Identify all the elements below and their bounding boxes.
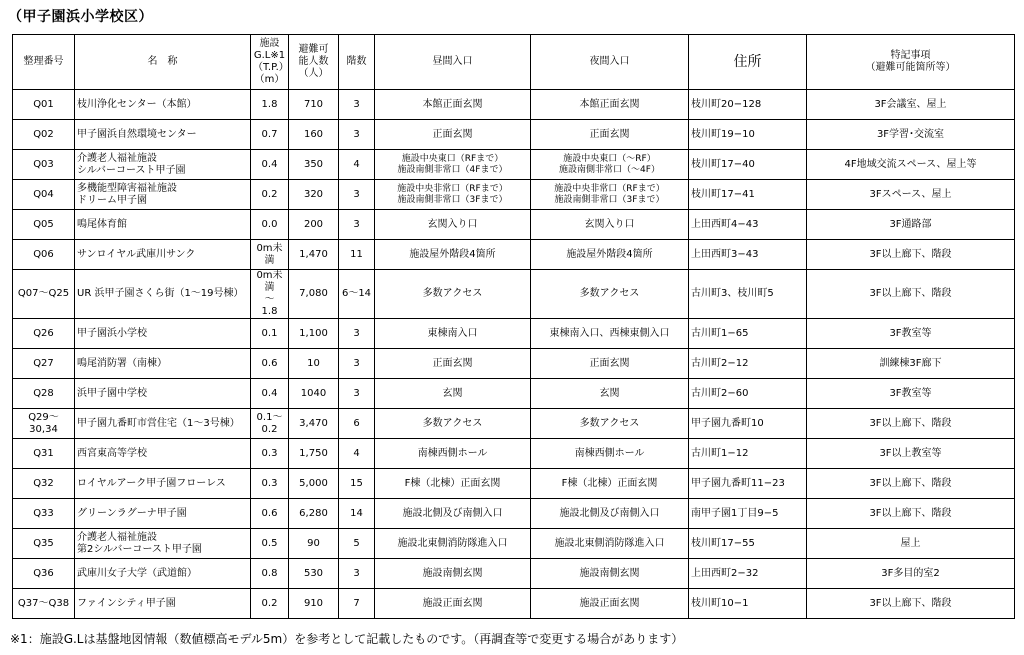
table-row bbox=[13, 469, 1015, 499]
table-row bbox=[13, 180, 1015, 210]
cell-notes: 3F会議室、屋上 bbox=[807, 90, 1015, 120]
cell-night-entrance: 玄関入り口 bbox=[531, 210, 689, 240]
cell-notes: 訓練棟3F廊下 bbox=[807, 349, 1015, 379]
table-row bbox=[13, 559, 1015, 589]
cell-floors: 7 bbox=[339, 589, 375, 619]
cell-notes: 3F以上廊下、階段 bbox=[807, 589, 1015, 619]
cell-floors: 4 bbox=[339, 439, 375, 469]
cell-floors: 3 bbox=[339, 120, 375, 150]
cell-capacity: 5,000 bbox=[289, 469, 339, 499]
cell-no: Q36 bbox=[13, 559, 75, 589]
cell-night-entrance: 多数アクセス bbox=[531, 270, 689, 319]
cell-name: UR 浜甲子園さくら街（1〜19号棟） bbox=[75, 270, 251, 319]
cell-address: 南甲子園1丁目9−5 bbox=[689, 499, 807, 529]
cell-notes: 4F地域交流スペース、屋上等 bbox=[807, 150, 1015, 180]
table-row bbox=[13, 349, 1015, 379]
cell-night-entrance: 南棟西側ホール bbox=[531, 439, 689, 469]
cell-notes: 屋上 bbox=[807, 529, 1015, 559]
cell-night-entrance: 東棟南入口、西棟東側入口 bbox=[531, 319, 689, 349]
cell-night-entrance: 施設中央非常口（RFまで） 施設南側非常口（3Fまで） bbox=[531, 180, 689, 210]
cell-gl: 0.2 bbox=[251, 589, 289, 619]
cell-capacity: 200 bbox=[289, 210, 339, 240]
cell-notes: 3Fスペース、屋上 bbox=[807, 180, 1015, 210]
cell-no: Q28 bbox=[13, 379, 75, 409]
cell-night-entrance: F棟（北棟）正面玄関 bbox=[531, 469, 689, 499]
cell-day-entrance: 東棟南入口 bbox=[375, 319, 531, 349]
cell-day-entrance: 多数アクセス bbox=[375, 409, 531, 439]
table-row bbox=[13, 240, 1015, 270]
cell-no: Q35 bbox=[13, 529, 75, 559]
cell-address: 上田西町4−43 bbox=[689, 210, 807, 240]
cell-gl: 0.6 bbox=[251, 349, 289, 379]
cell-gl: 1.8 bbox=[251, 90, 289, 120]
header-capacity: 避難可 能人数 （人） bbox=[289, 35, 339, 90]
cell-gl: 0m未満 〜 1.8 bbox=[251, 270, 289, 319]
cell-no: Q06 bbox=[13, 240, 75, 270]
cell-capacity: 10 bbox=[289, 349, 339, 379]
cell-gl: 0.4 bbox=[251, 150, 289, 180]
table-row bbox=[13, 150, 1015, 180]
cell-address: 枝川町20−128 bbox=[689, 90, 807, 120]
cell-name: 鳴尾体育館 bbox=[75, 210, 251, 240]
cell-night-entrance: 施設正面玄関 bbox=[531, 589, 689, 619]
table-row bbox=[13, 120, 1015, 150]
cell-notes: 3F教室等 bbox=[807, 379, 1015, 409]
cell-capacity: 160 bbox=[289, 120, 339, 150]
cell-no: Q05 bbox=[13, 210, 75, 240]
cell-floors: 14 bbox=[339, 499, 375, 529]
cell-address: 枝川町19−10 bbox=[689, 120, 807, 150]
cell-floors: 3 bbox=[339, 210, 375, 240]
cell-no: Q31 bbox=[13, 439, 75, 469]
cell-night-entrance: 正面玄関 bbox=[531, 349, 689, 379]
cell-gl: 0.3 bbox=[251, 439, 289, 469]
cell-notes: 3F教室等 bbox=[807, 319, 1015, 349]
cell-address: 古川町2−60 bbox=[689, 379, 807, 409]
cell-no: Q32 bbox=[13, 469, 75, 499]
cell-gl: 0.6 bbox=[251, 499, 289, 529]
cell-name: 枝川浄化センター（本館） bbox=[75, 90, 251, 120]
cell-name: 鳴尾消防署（南棟） bbox=[75, 349, 251, 379]
cell-day-entrance: 施設正面玄関 bbox=[375, 589, 531, 619]
cell-gl: 0m未満 bbox=[251, 240, 289, 270]
cell-address: 枝川町17−55 bbox=[689, 529, 807, 559]
cell-notes: 3F以上廊下、階段 bbox=[807, 409, 1015, 439]
cell-floors: 4 bbox=[339, 150, 375, 180]
header-notes: 特記事項 （避難可能箇所等） bbox=[807, 35, 1015, 90]
header-day-entrance: 昼間入口 bbox=[375, 35, 531, 90]
cell-name: ファインシティ甲子園 bbox=[75, 589, 251, 619]
cell-floors: 5 bbox=[339, 529, 375, 559]
cell-capacity: 320 bbox=[289, 180, 339, 210]
cell-night-entrance: 施設北側及び南側入口 bbox=[531, 499, 689, 529]
cell-gl: 0.1 bbox=[251, 319, 289, 349]
cell-notes: 3F以上廊下、階段 bbox=[807, 499, 1015, 529]
cell-floors: 6〜14 bbox=[339, 270, 375, 319]
cell-floors: 3 bbox=[339, 379, 375, 409]
cell-capacity: 710 bbox=[289, 90, 339, 120]
cell-no: Q29〜30,34 bbox=[13, 409, 75, 439]
cell-capacity: 7,080 bbox=[289, 270, 339, 319]
cell-floors: 3 bbox=[339, 349, 375, 379]
table-row bbox=[13, 589, 1015, 619]
cell-address: 上田西町3−43 bbox=[689, 240, 807, 270]
cell-name: 浜甲子園中学校 bbox=[75, 379, 251, 409]
cell-capacity: 6,280 bbox=[289, 499, 339, 529]
cell-address: 枝川町17−41 bbox=[689, 180, 807, 210]
cell-address: 枝川町10−1 bbox=[689, 589, 807, 619]
cell-no: Q27 bbox=[13, 349, 75, 379]
cell-day-entrance: 多数アクセス bbox=[375, 270, 531, 319]
cell-day-entrance: 施設南側玄関 bbox=[375, 559, 531, 589]
cell-gl: 0.7 bbox=[251, 120, 289, 150]
cell-day-entrance: F棟（北棟）正面玄関 bbox=[375, 469, 531, 499]
cell-capacity: 90 bbox=[289, 529, 339, 559]
cell-name: 甲子園九番町市営住宅（1〜3号棟） bbox=[75, 409, 251, 439]
cell-name: 甲子園浜小学校 bbox=[75, 319, 251, 349]
cell-floors: 3 bbox=[339, 180, 375, 210]
cell-floors: 6 bbox=[339, 409, 375, 439]
cell-night-entrance: 施設南側玄関 bbox=[531, 559, 689, 589]
table-row bbox=[13, 270, 1015, 319]
table-row bbox=[13, 409, 1015, 439]
cell-address: 上田西町2−32 bbox=[689, 559, 807, 589]
table-row bbox=[13, 210, 1015, 240]
cell-name: 介護老人福祉施設 シルバーコースト甲子園 bbox=[75, 150, 251, 180]
cell-address: 甲子園九番町11−23 bbox=[689, 469, 807, 499]
cell-day-entrance: 施設中央東口（RFまで） 施設南側非常口（4Fまで） bbox=[375, 150, 531, 180]
cell-notes: 3F学習･交流室 bbox=[807, 120, 1015, 150]
cell-no: Q37〜Q38 bbox=[13, 589, 75, 619]
cell-address: 古川町1−12 bbox=[689, 439, 807, 469]
cell-no: Q01 bbox=[13, 90, 75, 120]
cell-no: Q33 bbox=[13, 499, 75, 529]
cell-capacity: 1,100 bbox=[289, 319, 339, 349]
cell-gl: 0.4 bbox=[251, 379, 289, 409]
cell-day-entrance: 玄関 bbox=[375, 379, 531, 409]
cell-name: グリーンラグーナ甲子園 bbox=[75, 499, 251, 529]
cell-capacity: 1040 bbox=[289, 379, 339, 409]
header-name: 名 称 bbox=[75, 35, 251, 90]
table-row bbox=[13, 439, 1015, 469]
cell-night-entrance: 多数アクセス bbox=[531, 409, 689, 439]
cell-night-entrance: 施設屋外階段4箇所 bbox=[531, 240, 689, 270]
cell-day-entrance: 正面玄関 bbox=[375, 120, 531, 150]
cell-night-entrance: 正面玄関 bbox=[531, 120, 689, 150]
cell-floors: 3 bbox=[339, 559, 375, 589]
cell-capacity: 1,750 bbox=[289, 439, 339, 469]
cell-no: Q26 bbox=[13, 319, 75, 349]
cell-address: 古川町1−65 bbox=[689, 319, 807, 349]
cell-night-entrance: 玄関 bbox=[531, 379, 689, 409]
cell-gl: 0.5 bbox=[251, 529, 289, 559]
cell-notes: 3F以上廊下、階段 bbox=[807, 469, 1015, 499]
cell-day-entrance: 施設屋外階段4箇所 bbox=[375, 240, 531, 270]
header-night-entrance: 夜間入口 bbox=[531, 35, 689, 90]
cell-address: 甲子園九番町10 bbox=[689, 409, 807, 439]
header-no: 整理番号 bbox=[13, 35, 75, 90]
page-title: （甲子園浜小学校区） bbox=[8, 9, 153, 25]
cell-day-entrance: 本館正面玄関 bbox=[375, 90, 531, 120]
cell-night-entrance: 施設北東側消防隊進入口 bbox=[531, 529, 689, 559]
cell-floors: 11 bbox=[339, 240, 375, 270]
cell-day-entrance: 施設北東側消防隊進入口 bbox=[375, 529, 531, 559]
cell-address: 枝川町17−40 bbox=[689, 150, 807, 180]
table-row bbox=[13, 319, 1015, 349]
table-row bbox=[13, 529, 1015, 559]
cell-notes: 3F以上廊下、階段 bbox=[807, 270, 1015, 319]
cell-name: サンロイヤル武庫川サンク bbox=[75, 240, 251, 270]
cell-no: Q03 bbox=[13, 150, 75, 180]
cell-day-entrance: 南棟西側ホール bbox=[375, 439, 531, 469]
cell-name: 武庫川女子大学（武道館） bbox=[75, 559, 251, 589]
header-floors: 階数 bbox=[339, 35, 375, 90]
cell-notes: 3F以上廊下、階段 bbox=[807, 240, 1015, 270]
cell-notes: 3F通路部 bbox=[807, 210, 1015, 240]
cell-notes: 3F以上教室等 bbox=[807, 439, 1015, 469]
header-row bbox=[13, 35, 1015, 90]
cell-night-entrance: 本館正面玄関 bbox=[531, 90, 689, 120]
cell-address: 古川町2−12 bbox=[689, 349, 807, 379]
cell-floors: 3 bbox=[339, 90, 375, 120]
table-row bbox=[13, 90, 1015, 120]
cell-name: 多機能型障害福祉施設 ドリーム甲子園 bbox=[75, 180, 251, 210]
cell-floors: 15 bbox=[339, 469, 375, 499]
cell-floors: 3 bbox=[339, 319, 375, 349]
cell-capacity: 910 bbox=[289, 589, 339, 619]
cell-day-entrance: 施設北側及び南側入口 bbox=[375, 499, 531, 529]
cell-name: 甲子園浜自然環境センター bbox=[75, 120, 251, 150]
cell-night-entrance: 施設中央東口（〜RF） 施設南側非常口（〜4F） bbox=[531, 150, 689, 180]
cell-gl: 0.3 bbox=[251, 469, 289, 499]
header-gl: 施設 G.L※1 （T.P.） （m） bbox=[251, 35, 289, 90]
cell-gl: 0.2 bbox=[251, 180, 289, 210]
cell-day-entrance: 玄関入り口 bbox=[375, 210, 531, 240]
table-row bbox=[13, 379, 1015, 409]
cell-notes: 3F多目的室2 bbox=[807, 559, 1015, 589]
cell-name: 介護老人福祉施設 第2シルバーコースト甲子園 bbox=[75, 529, 251, 559]
cell-capacity: 530 bbox=[289, 559, 339, 589]
cell-address: 古川町3、枝川町5 bbox=[689, 270, 807, 319]
cell-day-entrance: 施設中央非常口（RFまで） 施設南側非常口（3Fまで） bbox=[375, 180, 531, 210]
cell-name: ロイヤルアーク甲子園フローレス bbox=[75, 469, 251, 499]
cell-no: Q02 bbox=[13, 120, 75, 150]
cell-gl: 0.0 bbox=[251, 210, 289, 240]
cell-name: 西宮東高等学校 bbox=[75, 439, 251, 469]
cell-capacity: 3,470 bbox=[289, 409, 339, 439]
cell-day-entrance: 正面玄関 bbox=[375, 349, 531, 379]
evacuation-facility-table bbox=[12, 34, 1015, 619]
cell-no: Q04 bbox=[13, 180, 75, 210]
cell-gl: 0.1〜0.2 bbox=[251, 409, 289, 439]
cell-no: Q07〜Q25 bbox=[13, 270, 75, 319]
footnote: ※1：施設G.Lは基盤地図情報（数値標高モデル5m）を参考として記載したものです。（再調査等で変更する場合があります） bbox=[10, 632, 684, 646]
header-address: 住所 bbox=[689, 35, 807, 90]
table-row bbox=[13, 499, 1015, 529]
cell-capacity: 1,470 bbox=[289, 240, 339, 270]
cell-capacity: 350 bbox=[289, 150, 339, 180]
cell-gl: 0.8 bbox=[251, 559, 289, 589]
